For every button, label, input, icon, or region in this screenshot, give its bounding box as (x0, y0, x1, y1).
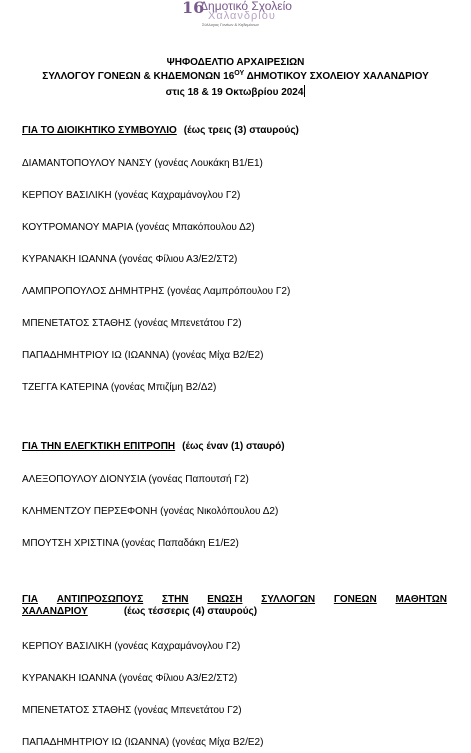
union-vote-limit: (έως τέσσερις (4) σταυρούς) (123, 606, 258, 617)
union-title-word: ΣΤΗΝ (161, 594, 189, 605)
union-section-title-line2 (22, 606, 447, 617)
board-candidate: ΜΠΕΝΕΤΑΤΟΣ ΣΤΑΘΗΣ (γονέας Μπενετάτου Γ2) (22, 318, 242, 329)
union-title-word: ΓΙΑ (22, 594, 39, 605)
audit-candidate: ΚΛΗΜΕΝΤΖΟΥ ΠΕΡΣΕΦΟΝΗ (γονέας Νικολόπουλου Δ2) (22, 506, 279, 517)
association-title-prefix: ΣΥΛΛΟΓΟΥ ΓΟΝΕΩΝ & ΚΗΔΕΜΟΝΩΝ 16 (42, 71, 235, 82)
ballot-title: ΨΗΦΟΔΕΛΤΙΟ ΑΡΧΑΙΡΕΣΙΩΝ (166, 57, 305, 68)
audit-section-heading (22, 441, 285, 452)
board-candidate: ΚΕΡΠΟΥ ΒΑΣΙΛΙΚΗ (γονέας Καχραμάνογλου Γ2) (22, 190, 241, 201)
board-candidate: ΠΑΠΑΔΗΜΗΤΡΙΟΥ ΙΩ (ΙΩΑΝΝΑ) (γονέας Μίχα Β2/Ε2) (22, 350, 264, 361)
union-title-word: ΕΝΩΣΗ (207, 594, 243, 605)
logo-name-line2: Χαλανδρίου (208, 10, 276, 22)
association-title-suffix: ΔΗΜΟΤΙΚΟΥ ΣΧΟΛΕΙΟΥ ΧΑΛΑΝΔΡΙΟΥ (244, 71, 429, 82)
union-title-place: ΧΑΛΑΝΔΡΙΟΥ (22, 606, 88, 617)
union-title-word: ΓΟΝΕΩΝ (333, 594, 377, 605)
union-candidate: ΜΠΕΝΕΤΑΤΟΣ ΣΤΑΘΗΣ (γονέας Μπενετάτου Γ2) (22, 705, 242, 716)
board-candidate: ΔΙΑΜΑΝΤΟΠΟΥΛΟΥ ΝΑΝΣΥ (γονέας Λουκάκη Β1/Ε1) (22, 158, 263, 169)
union-candidate: ΚΥΡΑΝΑΚΗ ΙΩΑΝΝΑ (γονέας Φίλιου Α3/Ε2/ΣΤ2) (22, 673, 238, 684)
audit-candidate: ΜΠΟΥΤΣΗ ΧΡΙΣΤΙΝΑ (γονέας Παπαδάκη Ε1/Ε2) (22, 538, 239, 549)
union-candidate: ΠΑΠΑΔΗΜΗΤΡΙΟΥ ΙΩ (ΙΩΑΝΝΑ) (γονέας Μίχα Β2/Ε2) (22, 737, 264, 748)
election-dates (0, 85, 471, 100)
union-title-word: ΣΥΛΛΟΓΩΝ (261, 594, 316, 605)
board-vote-limit: (έως τρεις (3) σταυρούς) (183, 125, 299, 136)
school-logo (180, 0, 295, 30)
board-candidate: ΛΑΜΠΡΟΠΟΥΛΟΣ ΔΗΜΗΤΡΗΣ (γονέας Λαμπρόπουλου Γ2) (22, 286, 291, 297)
audit-section-title: ΓΙΑ ΤΗΝ ΕΛΕΓΚΤΙΚΗ ΕΠΙΤΡΟΠΗ (22, 441, 176, 452)
union-title-word: ΜΑΘΗΤΩΝ (395, 594, 447, 605)
board-section-heading (22, 125, 299, 136)
board-section-title: ΓΙΑ ΤΟ ΔΙΟΙΚΗΤΙΚΟ ΣΥΜΒΟΥΛΙΟ (22, 125, 177, 136)
union-section-title-line1 (22, 594, 447, 605)
union-title-word: ΑΝΤΙΠΡΟΣΩΠΟΥΣ (56, 594, 144, 605)
election-dates-text: στις 18 & 19 Οκτωβρίου 2024 (165, 87, 304, 98)
audit-candidate: ΑΛΕΞΟΠΟΥΛΟΥ ΔΙΟΝΥΣΙΑ (γονέας Παπουτσή Γ2) (22, 474, 249, 485)
logo-subtitle: Σύλλογος Γονέων & Κηδεμόνων (202, 22, 259, 27)
logo-number: 16 (182, 0, 205, 17)
board-candidate: ΚΟΥΤΡΟΜΑΝΟΥ ΜΑΡΙΑ (γονέας Μπακόπουλου Δ2) (22, 222, 255, 233)
union-section-heading (22, 594, 447, 617)
board-candidate: ΤΖΕΓΓΑ ΚΑΤΕΡΙΝΑ (γονέας Μπιζίμη Β2/Δ2) (22, 382, 217, 393)
board-candidate: ΚΥΡΑΝΑΚΗ ΙΩΑΝΝΑ (γονέας Φίλιου Α3/Ε2/ΣΤ2) (22, 254, 238, 265)
text-cursor (304, 85, 305, 97)
association-title-sup: ΟΥ (234, 70, 245, 77)
union-candidate: ΚΕΡΠΟΥ ΒΑΣΙΛΙΚΗ (γονέας Καχραμάνογλου Γ2) (22, 641, 241, 652)
audit-vote-limit: (έως έναν (1) σταυρό) (182, 441, 285, 452)
association-title (0, 70, 471, 84)
logo-name-line1: Δημοτικό Σχολείο (200, 0, 292, 13)
